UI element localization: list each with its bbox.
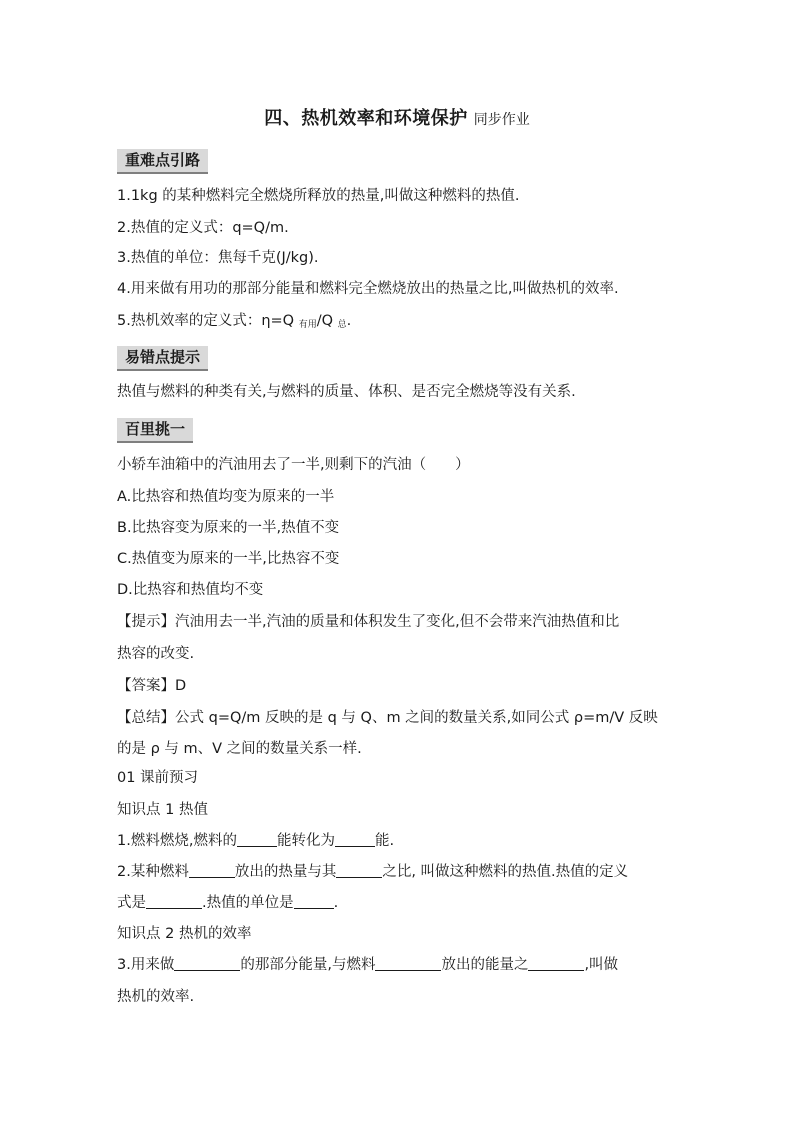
question-1: 1.燃料燃烧,燃料的 能转化为 能. bbox=[117, 833, 395, 849]
blank-ratio[interactable] bbox=[528, 956, 584, 971]
question-3-line-1: 3.用来做 的那部分能量,与燃料 放出的能量之 ,叫做 bbox=[117, 957, 619, 973]
blank-fuel-quantity[interactable] bbox=[336, 863, 382, 878]
hint-line-1: 【提示】汽油用去一半,汽油的质量和体积发生了变化,但不会带来汽油热值和比 bbox=[117, 614, 620, 630]
page-subtitle: 同步作业 bbox=[473, 112, 530, 128]
key-point-5 bbox=[117, 311, 351, 335]
option-d: D.比热容和热值均不变 bbox=[117, 582, 264, 598]
preview-heading: 01 课前预习 bbox=[117, 770, 199, 786]
blank-energy-to[interactable] bbox=[335, 832, 375, 847]
formula-subscript-total: 总 bbox=[337, 320, 347, 330]
option-b: B.比热容变为原来的一半,热值不变 bbox=[117, 520, 340, 536]
common-error-text: 热值与燃料的种类有关,与燃料的质量、体积、是否完全燃烧等没有关系. bbox=[117, 384, 576, 400]
blank-fuel-condition[interactable] bbox=[189, 863, 235, 878]
key-point-3: 3.热值的单位：焦每千克(J/kg). bbox=[117, 250, 319, 266]
blank-definition-formula[interactable] bbox=[146, 894, 202, 909]
formula-subscript-useful: 有用 bbox=[298, 320, 317, 330]
key-point-4: 4.用来做有用功的那部分能量和燃料完全燃烧放出的热量之比,叫做热机的效率. bbox=[117, 281, 619, 297]
blank-energy-from[interactable] bbox=[237, 832, 277, 847]
example-question: 小轿车油箱中的汽油用去了一半,则剩下的汽油（ ） bbox=[117, 457, 470, 473]
question-3-line-2: 热机的效率. bbox=[117, 989, 195, 1005]
knowledge-point-1: 知识点 1 热值 bbox=[117, 802, 208, 818]
title-row bbox=[0, 104, 794, 130]
section-tag-example: 百里挑一 bbox=[117, 418, 193, 443]
efficiency-formula-mid: /Q bbox=[316, 313, 338, 329]
option-a: A.比热容和热值均变为原来的一半 bbox=[117, 489, 335, 505]
blank-complete-combustion[interactable] bbox=[375, 956, 441, 971]
efficiency-formula-suffix: . bbox=[346, 313, 352, 329]
summary-line-1: 【总结】公式 q=Q/m 反映的是 q 与 Q、m 之间的数量关系,如同公式 ρ=m/V 反映 bbox=[117, 710, 658, 726]
key-point-2: 2.热值的定义式：q=Q/m. bbox=[117, 220, 289, 236]
answer-line: 【答案】D bbox=[117, 678, 187, 694]
summary-line-2: 的是 ρ 与 m、V 之间的数量关系一样. bbox=[117, 741, 362, 757]
blank-useful-work[interactable] bbox=[174, 956, 240, 971]
key-point-1: 1.1kg 的某种燃料完全燃烧所释放的热量,叫做这种燃料的热值. bbox=[117, 188, 520, 204]
knowledge-point-2: 知识点 2 热机的效率 bbox=[117, 926, 252, 942]
section-tag-key-points: 重难点引路 bbox=[117, 149, 208, 174]
efficiency-formula-prefix: 5.热机效率的定义式：η=Q bbox=[117, 313, 299, 329]
page-title: 四、热机效率和环境保护 bbox=[264, 108, 468, 129]
hint-line-2: 热容的改变. bbox=[117, 646, 195, 662]
section-tag-common-errors: 易错点提示 bbox=[117, 346, 208, 371]
question-2-line-1: 2.某种燃料 放出的热量与其 之比, 叫做这种燃料的热值.热值的定义 bbox=[117, 864, 629, 880]
question-2-line-2: 式是 .热值的单位是 . bbox=[117, 895, 339, 911]
option-c: C.热值变为原来的一半,比热容不变 bbox=[117, 551, 340, 567]
blank-unit[interactable] bbox=[294, 894, 334, 909]
